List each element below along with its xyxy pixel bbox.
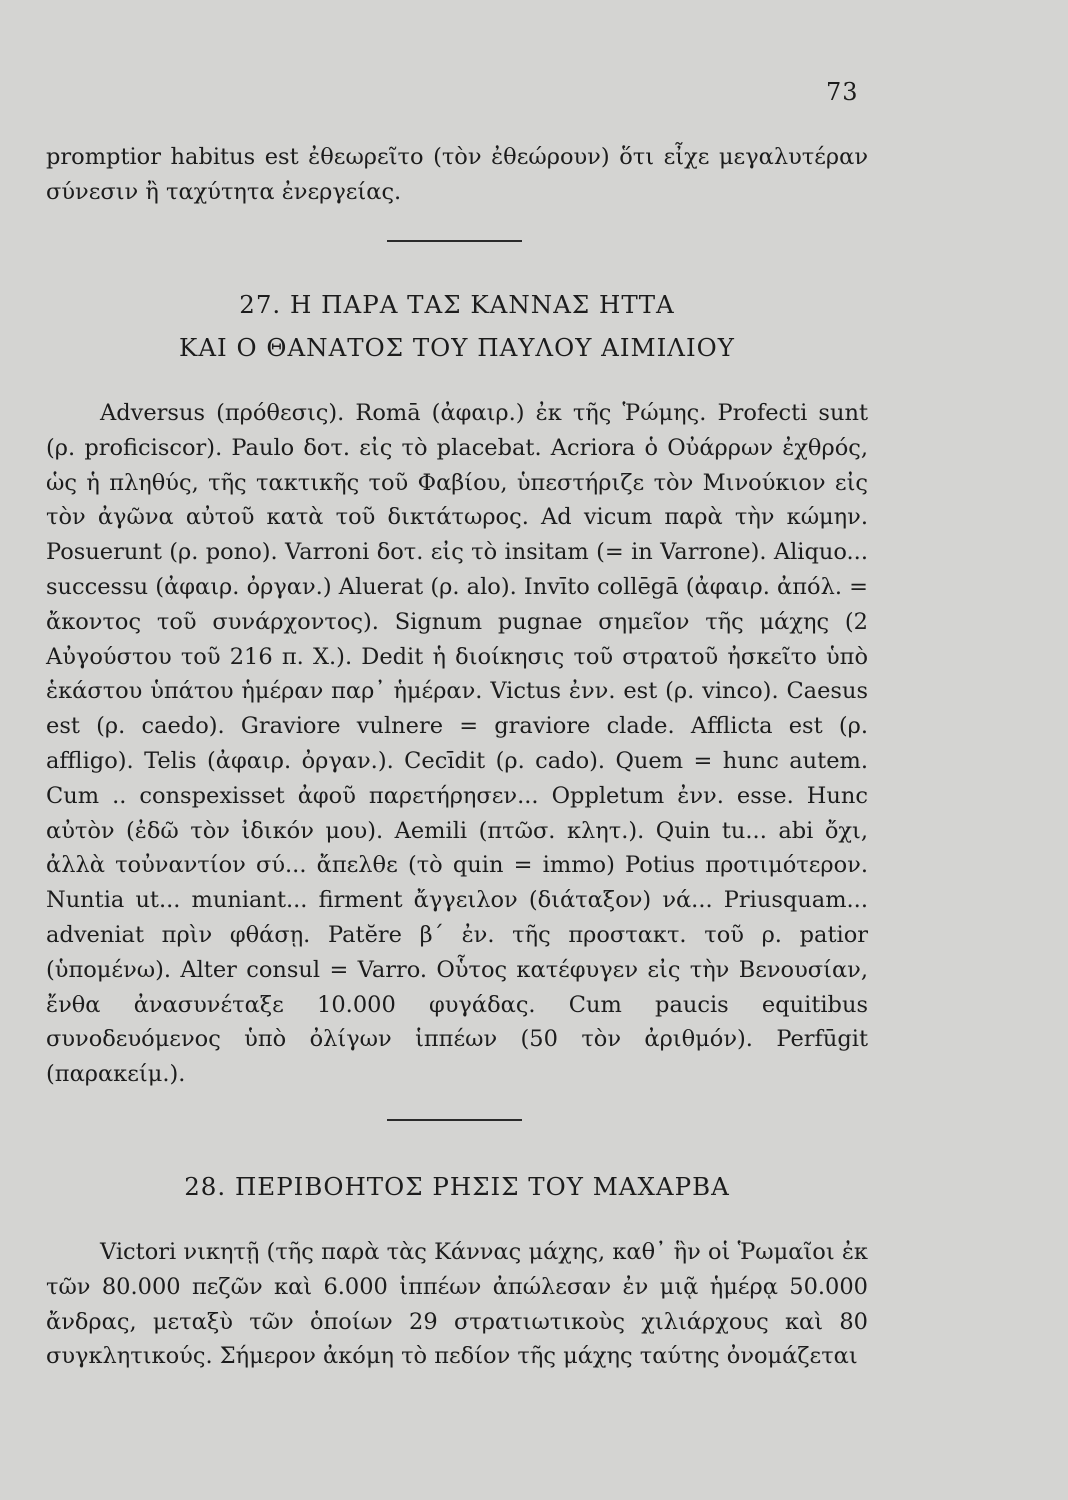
section-27-notes: Adversus (πρόθεσις). Romā (ἀφαιρ.) ἐκ τῆς Ῥώμης. Profecti sunt (ρ. proficiscor). Paulo δοτ. εἰς τὸ placebat. Acriora ὁ Οὐάρρων ἐχθρός, ὡς ἡ πληθύς, τῆς τακτικῆς τοῦ Φαβίου, ὑπεστήριζε τὸν Μινούκιον εἰς τὸν ἀγῶνα αὐτοῦ κατὰ τοῦ δικτάτωρος. Ad vicum παρὰ τὴν κώμην. Posuerunt (ρ. pono). Varroni δοτ. εἰς τὸ insitam (= in Varrone). Aliquo... successu (ἀφαιρ. ὀργαν.) Aluerat (ρ. alo). Invīto collēgā (ἀφαιρ. ἀπόλ. = ἄκοντος τοῦ συνάρχοντος). Signum pugnae σημεῖον τῆς μάχης (2 Αὐγούστου τοῦ 216 π. Χ.). Dedit ἡ διοίκησις τοῦ στρατοῦ ἠσκεῖτο ὑπὸ ἑκάστου ὑπάτου ἡμέραν παρ᾽ ἡμέραν. Victus ἐνν. est (ρ. vinco). Caesus est (ρ. caedo). Graviore vulnere = graviore clade. Afflicta est (ρ. affligo). Telis (ἀφαιρ. ὀργαν.). Cecīdit (ρ. cado). Quem = hunc autem. Cum .. conspexisset ἀφοῦ παρετήρησεν... Oppletum ἐνν. esse. Hunc αὐτὸν (ἐδῶ τὸν ἰδικόν μου). Aemili (πτῶσ. κλητ.). Quin tu... abi ὄχι, ἀλλὰ τοὐναντίον σύ... ἄπελθε (τὸ quin = immo) Potius προτιμότερον. Nuntia ut... muniant... firment ἄγγειλον (διάταξον) νά... Priusquam... adveniat πρὶν φθάσῃ. Patĕre β΄ ἐν. τῆς προστακτ. τοῦ ρ. patior (ὑπομένω). Alter consul = Varro. Οὗτος κατέφυγεν εἰς τὴν Βενουσίαν, ἔνθα ἀνασυνέταξε 10.000 φυγάδας. Cum paucis equitibus συνοδευόμενος ὑπὸ ὀλίγων ἱππέων (50 τὸν ἀριθμόν). Perfūgit (παρακείμ.). xyxy=(46,400,869,1088)
section-28-text: Victori νικητῇ (τῆς παρὰ τὰς Κάννας μάχης, καθ᾽ ἣν οἱ Ῥωμαῖοι ἐκ τῶν 80.000 πεζῶν καὶ 6.000 ἱππέων ἀπώλεσαν ἐν μιᾷ ἡμέρᾳ 50.000 ἄνδρας, μεταξὺ τῶν ὁποίων 29 στρατιωτικοὺς χιλιάρχους καὶ 80 συγκλητικούς. Σήμερον ἀκόμη τὸ πεδίον τῆς μάχης ταύτης ὀνομάζεται xyxy=(46,1239,868,1370)
section-divider xyxy=(387,1119,522,1121)
section-divider xyxy=(387,240,522,242)
intro-paragraph: promptior habitus est ἐθεωρεῖτο (τὸν ἐθεώρουν) ὅτι εἶχε μεγαλυτέραν σύνεσιν ἢ ταχύτητα ἐνεργείας. xyxy=(46,144,868,205)
section-27-heading-line-2: ΚΑΙ Ο ΘΑΝΑΤΟΣ ΤΟΥ ΠΑΥΛΟΥ ΑΙΜΙΛΙΟΥ xyxy=(179,333,735,362)
section-27-heading-line-1: 27. Η ΠΑΡΑ ΤΑΣ ΚΑΝΝΑΣ ΗΤΤΑ xyxy=(239,290,675,319)
section-28-heading: 28. ΠΕΡΙΒΟΗΤΟΣ ΡΗΣΙΣ ΤΟΥ ΜΑΧΑΡΒΑ xyxy=(184,1172,730,1201)
page-number: 73 xyxy=(826,78,859,106)
